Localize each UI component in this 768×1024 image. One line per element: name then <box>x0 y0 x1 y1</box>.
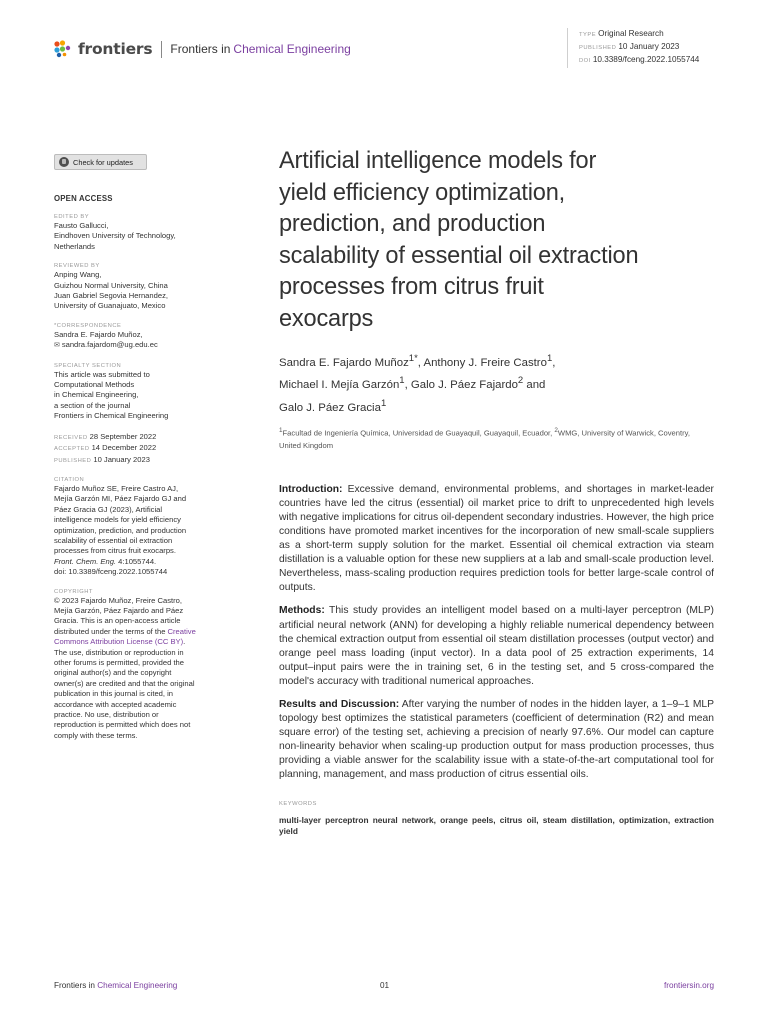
author-name[interactable]: Galo J. Páez Fajardo <box>410 379 518 392</box>
journal-header <box>54 38 351 60</box>
reviewer-info: Anping Wang, Guizhou Normal University, China Juan Gabriel Segovia Hernandez, University of Guanajuato, Mexico <box>54 270 168 311</box>
correspondence-label: *CORRESPONDENCE <box>54 322 122 329</box>
abstract-methods: Methods: This study provides an intelligent model based on a multi-layer perceptron (MLP) artificial neural network (ANN) for developing a highly reliable numerical dependency between the chemical extraction output from essential oil steam distillation processes (output vector) and orange peel mass loading (input vector). In a data pool of 25 extraction experiments, 14 output–input pairs were the in training set, 6 in the testing set, and 5 cross-compared the model's accuracy with traditional numerical approaches. <box>279 605 714 687</box>
abstract-introduction: Introduction: Excessive demand, environmental problems, and shortages in market-leader countries have led the citrus (essential) oil market price to drift to unprecedented high levels with negative implications for citrus oil-dependent secondary industries. However, the high price conditions have promoted market incentives for the incorporation of new small-scale suppliers as a short-term supply solution for the market. Essential oil chemical extraction via steam distillation is a valuable option for these new suppliers at a lab and small-scale production level. Nevertheless, mass-scaling production requires prediction tools for better large-scale control of outputs. <box>279 483 714 594</box>
footer-journal: Frontiers in Chemical Engineering <box>54 981 178 990</box>
article-dates <box>54 432 232 466</box>
doi-link[interactable]: 10.3389/fceng.2022.1055744 <box>592 55 700 64</box>
article-doi: DOI 10.3389/fceng.2022.1055744 <box>579 55 700 64</box>
specialty-section-label: SPECIALTY SECTION <box>54 362 122 369</box>
correspondence-info: Sandra E. Fajardo Muñoz, ✉ sandra.fajardom@ug.edu.ec <box>54 329 158 350</box>
received-date: RECEIVED 28 September 2022 <box>54 431 157 441</box>
affiliations: $^1$Facultad de Ingeniería Química, Universidad de Guayaquil, Guayaquil, Ecuador, $^2$WMG, University of Warwick, Coventry, United Kingdom <box>279 427 690 450</box>
article-published-date: PUBLISHED 10 January 2023 <box>579 42 680 51</box>
frontiers-logo-icon <box>54 40 74 58</box>
footer-site-link[interactable]: frontiersin.org <box>663 981 714 990</box>
reviewed-by-label: REVIEWED BY <box>54 263 100 270</box>
author-name[interactable]: Galo J. Páez Gracia <box>279 401 381 414</box>
keywords-list: multi-layer perceptron neural network, orange peels, citrus oil, steam distillation, optimization, extraction yield <box>279 814 714 837</box>
cc-license-link-cont[interactable]: Commons Attribution License (CC BY) <box>54 637 184 647</box>
frontiers-logo[interactable] <box>54 40 152 58</box>
article-title: Artificial intelligence models for yield efficiency optimization, prediction, and production scalability of essential oil extraction processes from citrus fruit exocarps <box>279 148 639 332</box>
edited-by-label: EDITED BY <box>54 214 90 220</box>
journal-name-link[interactable]: Chemical Engineering <box>233 42 351 56</box>
citation-text: Fajardo Muñoz SE, Freire Castro AJ, Mejía Garzón MI, Páez Fajardo GJ and Páez Gracia GJ (2023), Artificial intelligence models for yield efficiency optimization, prediction, and production scalability of essential oil extraction processes from citrus fruit exocarps. Front. Chem. Eng. 4:1055744. doi: 10.3389/fceng.2022.1055744 <box>54 484 232 578</box>
published-date: PUBLISHED 10 January 2023 <box>54 454 150 464</box>
article-meta <box>567 28 699 68</box>
logo-wordmark: frontiers <box>78 40 153 58</box>
correspondence-email-link[interactable]: sandra.fajardom@ug.edu.ec <box>61 340 158 350</box>
check-for-updates-button[interactable]: Check for updates <box>54 154 147 170</box>
abstract-results: Results and Discussion: After varying the number of nodes in the hidden layer, a 1–9–1 MLP topology best optimizes the statistical parameters (coefficient of determination (R2) and mean square error) of the testing set, achieving a precision of nearly 97.6%. Our model can capture non-linearity behavior when scaling-up production output for mass production processes, thus providing a viable answer for the scalability issue with a state-of-the-art computational tool for planning, management, and mass production of citrus essential oils. <box>279 699 714 781</box>
article-type: TYPE Original Research <box>579 29 664 38</box>
citation-label: CITATION <box>54 476 85 483</box>
author-name[interactable]: Sandra E. Fajardo Muñoz <box>279 356 409 369</box>
article-sidebar <box>54 154 232 741</box>
email-icon: ✉ <box>54 342 62 350</box>
footer-journal-link[interactable]: Chemical Engineering <box>97 981 178 990</box>
author-name[interactable]: Michael I. Mejía Garzón <box>279 379 400 392</box>
check-updates-icon <box>59 157 69 167</box>
editor-info: Fausto Gallucci, Eindhoven University of Technology, Netherlands <box>54 221 176 251</box>
journal-prefix: Frontiers in <box>170 42 231 56</box>
copyright-text: © 2023 Fajardo Muñoz, Freire Castro, Mejía Garzón, Páez Fajardo and Páez Gracia. This is an open-access article distributed under the terms of the Creative Commons Attribution License (CC BY). The use, distribution or reproduction in other forums is permitted, provided the original author(s) and the copyright owner(s) are credited and that the original publication in this journal is cited, in accordance with accepted academic practice. No use, distribution or reproduction is permitted which does not comply with these terms. <box>54 595 196 740</box>
header-divider <box>161 41 162 58</box>
specialty-section-info: This article was submitted to Computational Methods in Chemical Engineering, a section of the journal Frontiers in Chemical Engineering <box>54 369 169 421</box>
abstract <box>279 483 714 783</box>
citation-doi[interactable]: doi: 10.3389/fceng.2022.1055744 <box>54 567 168 577</box>
open-access-label: OPEN ACCESS <box>54 194 113 203</box>
keywords-label: KEYWORDS <box>279 800 317 807</box>
author-name[interactable]: Anthony J. Freire Castro <box>423 356 547 369</box>
copyright-label: COPYRIGHT <box>54 588 93 595</box>
page-number: 01 <box>380 981 390 990</box>
cc-license-link[interactable]: Creative <box>167 626 196 636</box>
author-list: Sandra E. Fajardo Muñoz$^{1*}$, Anthony J. Freire Castro$^1$, Michael I. Mejía Garzón$^1$, Galo J. Páez Fajardo$^2$ and Galo J. Páez Gracia$^1$ <box>279 353 556 414</box>
article-main <box>279 146 714 838</box>
accepted-date: ACCEPTED 14 December 2022 <box>54 443 157 453</box>
